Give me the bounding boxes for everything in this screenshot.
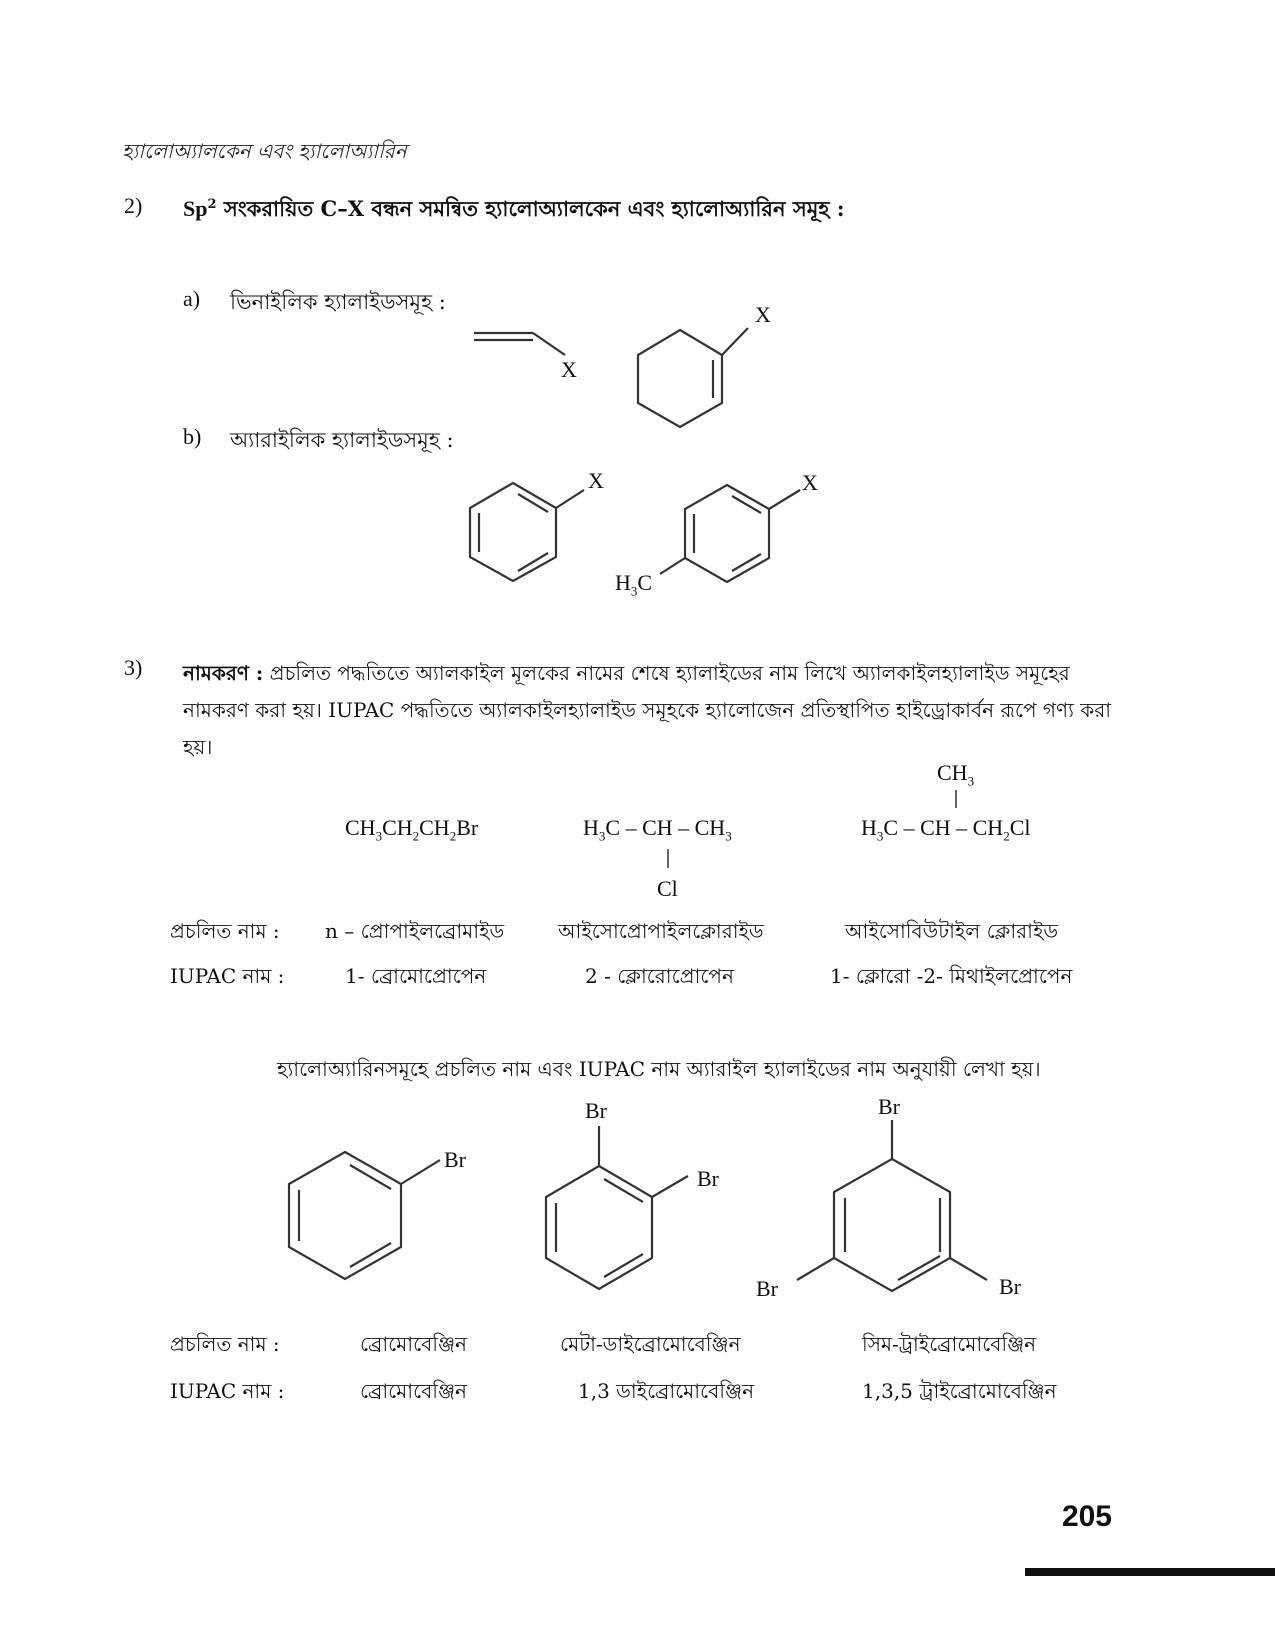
iupac-name-2: 2 - ক্লোরোপ্রোপেন (585, 964, 734, 988)
x-label-vinyl: X (561, 357, 577, 382)
tribromobenzene-structure (797, 1120, 987, 1291)
footer-rule (1025, 1568, 1275, 1576)
iupac-name-1: 1- ব্রোমোপ্রোপেন (345, 964, 487, 988)
aryl-common-name-1: ব্রোমোবেঞ্জিন (360, 1332, 467, 1356)
section-2-number: 2) (124, 193, 143, 218)
aryl-iupac-name-3: 1,3,5 ট্রাইব্রোমোবেঞ্জিন (862, 1379, 1057, 1403)
aryl-naming-sentence: হ্যালোঅ্যারিনসমূহে প্রচলিত নাম এবং IUPAC নাম অ্যারাইল হ্যালাইডের নাম অনুযায়ী লেখা হয়। (277, 1057, 1041, 1081)
formula-cl-substituent: Cl (657, 876, 678, 901)
br-label-bromobenzene: Br (444, 1147, 466, 1172)
sp-superscript: 2 (207, 197, 217, 212)
aryl-iupac-name-2: 1,3 ডাইব্রোমোবেঞ্জিন (578, 1379, 755, 1403)
br-label-tribromo-top: Br (878, 1094, 900, 1119)
iupac-name-label-2: IUPAC নাম : (170, 1379, 285, 1403)
vinyl-halide-structure (474, 333, 565, 355)
iupac-name-label-1: IUPAC নাম : (170, 964, 285, 988)
formula-isopropyl-chloride: $H_3C$ – CH – $CH_3$ (583, 815, 732, 844)
x-label-cyclohexenyl: X (755, 302, 771, 327)
formula-methyl-top: $CH_3$ (937, 760, 975, 789)
section-3-number: 3) (124, 655, 143, 680)
running-header: হ্যালোঅ্যালকেন এবং হ্যালোঅ্যারিন (122, 139, 407, 163)
common-name-label-2: প্রচলিত নাম : (170, 1332, 280, 1356)
aryl-halide-structure-2 (660, 485, 800, 582)
title-rest: বন্ধন সমন্বিত হ্যালোঅ্যালকেন এবং হ্যালোঅ্যারিন সমূহ : (371, 196, 845, 221)
aryl-common-name-3: সিম-ট্রাইব্রোমোবেঞ্জিন (862, 1332, 1037, 1356)
br-label-dibromo-right: Br (697, 1166, 719, 1191)
formula-propyl-bromide: $CH_3CH_2CH_2Br$ (345, 815, 479, 844)
aryl-iupac-name-1: ব্রোমোবেঞ্জিন (360, 1379, 467, 1403)
nomenclature-paragraph (183, 655, 1128, 766)
iupac-name-3: 1- ক্লোরো -2- মিথাইলপ্রোপেন (830, 964, 1073, 988)
h3c-label: $H_3C$ (615, 570, 653, 599)
nomenclature-title: নামকরণ : (183, 661, 264, 685)
nomenclature-body: প্রচলিত পদ্ধতিতে অ্যালকাইল মূলকের নামের শেষে হ্যালাইডের নাম লিখে অ্যালকাইলহ্যালাইড সমূহের নামকরণ করা হয়। IUPAC পদ্ধতিতে অ্যালকাইলহ্যালাইড সমূহকে হ্যালোজেন প্রতিস্থাপিত হাইড্রোকার্বন রূপে গণ্য করা হয়। (183, 661, 1112, 759)
formula-isobutyl-chloride: $H_3C$ – CH – $CH_2Cl$ (861, 815, 1031, 844)
common-name-1: n – প্রোপাইলব্রোমাইড (325, 919, 505, 943)
aryl-common-name-2: মেটা-ডাইব্রোমোবেঞ্জিন (560, 1332, 741, 1356)
cyclohexenyl-halide-structure (638, 328, 748, 427)
page-number: 205 (1061, 1500, 1112, 1533)
item-b-label: b) (183, 424, 202, 449)
item-b-text: অ্যারাইলিক হ্যালাইডসমূহ : (230, 428, 454, 452)
dibromobenzene-structure (546, 1126, 688, 1289)
x-label-aryl-1: X (588, 468, 604, 493)
sp-text: Sp (183, 196, 208, 221)
br-label-dibromo-top: Br (585, 1098, 607, 1123)
x-label-aryl-2: X (802, 470, 818, 495)
common-name-2: আইসোপ্রোপাইলক্লোরাইড (558, 919, 764, 943)
br-label-tribromo-left: Br (756, 1276, 778, 1301)
br-label-tribromo-right: Br (999, 1274, 1021, 1299)
common-name-label-1: প্রচলিত নাম : (170, 919, 280, 943)
common-name-3: আইসোবিউটাইল ক্লোরাইড (845, 919, 1059, 943)
item-a-text: ভিনাইলিক হ্যালাইডসমূহ : (230, 290, 446, 314)
bond-text: সংকরায়িত C–X (223, 196, 365, 221)
item-a-label: a) (183, 286, 201, 311)
aryl-halide-structure-1 (470, 483, 584, 581)
bromobenzene-structure (289, 1152, 440, 1279)
